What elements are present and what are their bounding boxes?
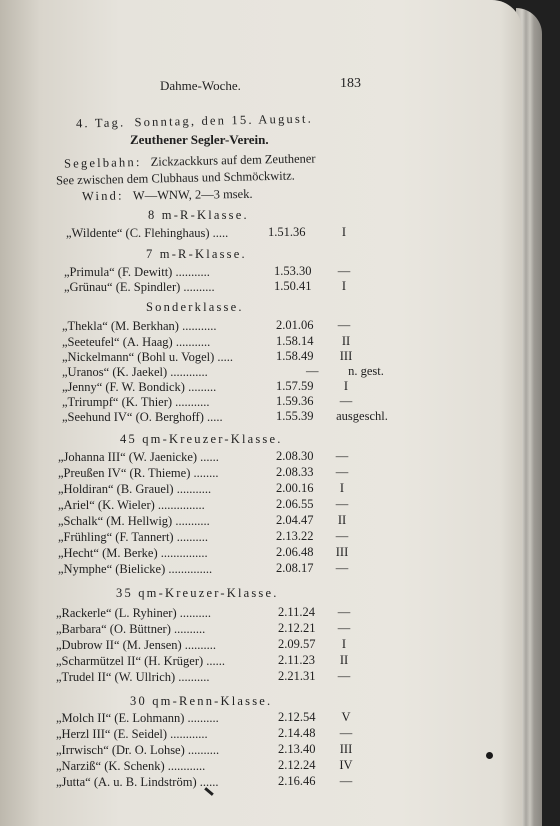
entry-place: —	[337, 605, 351, 619]
entry-place: —	[337, 264, 351, 278]
entry-name: „Seehund IV“ (O. Berghoff) .....	[62, 410, 223, 424]
entry-time: 1.53.30	[274, 264, 312, 278]
class-title-45qm: 45 qm-Kreuzer-Klasse.	[120, 432, 283, 446]
entry-place: —	[335, 497, 349, 511]
entry-name: „Uranos“ (K. Jaekel) ............	[62, 365, 208, 379]
class-title-8m: 8 m-R-Klasse.	[148, 208, 249, 222]
entry-name: „Scharmützel II“ (H. Krüger) ......	[56, 654, 226, 668]
entry-name: „Jenny“ (F. W. Bondick) .........	[62, 380, 217, 394]
entry-time: 2.13.40	[278, 742, 316, 756]
entry-name: „Holdiran“ (B. Grauel) ...........	[58, 482, 212, 496]
entry-name: „Wildente“ (C. Flehinghaus) .....	[66, 226, 229, 240]
entry-place: —	[339, 726, 353, 740]
entry-time: 2.09.57	[278, 637, 316, 651]
entry-place: IV	[339, 758, 353, 772]
entry-time: 1.59.36	[276, 394, 314, 408]
entry-place: II	[339, 653, 349, 667]
entry-time: 2.11.24	[278, 605, 316, 619]
entry-name: „Rackerle“ (L. Ryhiner) ..........	[56, 606, 211, 620]
entry-place: I	[339, 481, 345, 495]
entry-name: „Barbara“ (O. Büttner) ..........	[56, 622, 206, 636]
entry-time: 1.55.39	[276, 409, 314, 423]
entry-time: 1.57.59	[276, 379, 314, 393]
entry-place: III	[335, 545, 349, 559]
course-label: Segelbahn:	[63, 155, 142, 171]
entry-place: III	[339, 742, 353, 756]
entry-time: 2.11.23	[278, 653, 316, 667]
entry-time: 1.58.14	[276, 334, 314, 348]
entry-name: „Primula“ (F. Dewitt) ...........	[64, 265, 210, 279]
entry-place: I	[341, 225, 347, 239]
day-date: Sonntag, den 15. August.	[134, 111, 314, 130]
entry-name: „Thekla“ (M. Berkhan) ...........	[62, 319, 217, 333]
day-label: 4. Tag.	[75, 115, 126, 131]
entry-name: „Trirumpf“ (K. Thier) ...........	[62, 395, 210, 409]
entry-name: „Frühling“ (F. Tannert) ..........	[58, 530, 208, 544]
wind-text: W—WNW, 2—3 msek.	[132, 186, 253, 203]
entry-name: „Jutta“ (A. u. B. Lindström) ......	[56, 775, 219, 789]
entry-place: —	[335, 561, 349, 575]
entry-name: „Grünau“ (E. Spindler) ..........	[64, 280, 215, 294]
course-text-2: See zwischen dem Clubhaus und Schmöckwitz.	[55, 168, 295, 188]
page-number: 183	[340, 76, 361, 91]
entry-name: „Seeteufel“ (A. Haag) ...........	[62, 335, 211, 349]
wind-label: Wind:	[81, 188, 124, 204]
entry-place: —	[337, 669, 351, 683]
entry-name: „Johanna III“ (W. Jaenicke) ......	[58, 450, 219, 464]
entry-name: „Irrwisch“ (Dr. O. Lohse) ..........	[56, 743, 220, 757]
entry-place: I	[343, 379, 349, 393]
class-title-35qm: 35 qm-Kreuzer-Klasse.	[116, 586, 279, 600]
entry-time: 2.06.55	[276, 497, 314, 511]
entry-time: 2.16.46	[278, 774, 316, 788]
entry-place: —	[335, 529, 349, 543]
entry-place: —	[337, 621, 351, 635]
course-text-1: Zickzackkurs auf dem Zeuthener	[150, 151, 316, 169]
running-title: Dahme-Woche.	[160, 78, 241, 93]
entry-place: n. gest.	[348, 364, 384, 378]
entry-time: 2.14.48	[278, 726, 316, 740]
entry-name: „Preußen IV“ (R. Thieme) ........	[58, 466, 219, 480]
entry-place: ausgeschl.	[336, 409, 388, 423]
entry-name: „Narziß“ (K. Schenk) ............	[56, 759, 206, 773]
entry-place: —	[339, 774, 353, 788]
entry-name: „Herzl III“ (E. Seidel) ............	[56, 727, 208, 741]
entry-name: „Ariel“ (K. Wieler) ...............	[58, 498, 205, 512]
entry-time: 2.00.16	[276, 481, 314, 495]
class-title-30qm: 30 qm-Renn-Klasse.	[130, 694, 273, 708]
ink-dot	[486, 752, 493, 759]
entry-time: 2.08.33	[276, 465, 314, 479]
entry-place: II	[341, 334, 351, 348]
entry-name: „Hecht“ (M. Berke) ...............	[58, 546, 208, 560]
entry-time: 2.21.31	[278, 669, 316, 683]
day-heading	[76, 112, 313, 132]
entry-place: I	[341, 279, 347, 293]
entry-time: 2.01.06	[276, 318, 314, 332]
club-name: Zeuthener Segler-Verein.	[130, 132, 269, 147]
entry-time: 2.13.22	[276, 529, 314, 543]
entry-place: —	[335, 465, 349, 479]
entry-time: —	[306, 364, 319, 378]
entry-place: I	[341, 637, 347, 651]
entry-time: 2.04.47	[276, 513, 314, 527]
entry-time: 1.58.49	[276, 349, 314, 363]
entry-time: 2.08.17	[276, 561, 314, 575]
entry-name: „Dubrow II“ (M. Jensen) ..........	[56, 638, 217, 652]
entry-place: —	[335, 449, 349, 463]
entry-name: „Trudel II“ (W. Ullrich) ..........	[56, 670, 210, 684]
entry-name: „Schalk“ (M. Hellwig) ...........	[58, 514, 210, 528]
entry-place: II	[337, 513, 347, 527]
class-title-7m: 7 m-R-Klasse.	[146, 247, 247, 261]
entry-name: „Molch II“ (E. Lohmann) ..........	[56, 711, 219, 725]
entry-time: 2.06.48	[276, 545, 314, 559]
entry-place: III	[339, 349, 353, 363]
entry-place: V	[341, 710, 351, 724]
entry-time: 1.50.41	[274, 279, 312, 293]
entry-name: „Nickelmann“ (Bohl u. Vogel) .....	[62, 350, 234, 364]
entry-time: 2.12.21	[278, 621, 316, 635]
wind-line	[82, 187, 253, 204]
entry-time: 1.51.36	[268, 225, 306, 239]
class-title-sonder: Sonderklasse.	[146, 300, 244, 314]
entry-name: „Nymphe“ (Bielicke) ..............	[58, 562, 213, 576]
entry-time: 2.12.54	[278, 710, 316, 724]
entry-time: 2.12.24	[278, 758, 316, 772]
entry-time: 2.08.30	[276, 449, 314, 463]
entry-place: —	[337, 318, 351, 332]
entry-place: —	[339, 394, 353, 408]
